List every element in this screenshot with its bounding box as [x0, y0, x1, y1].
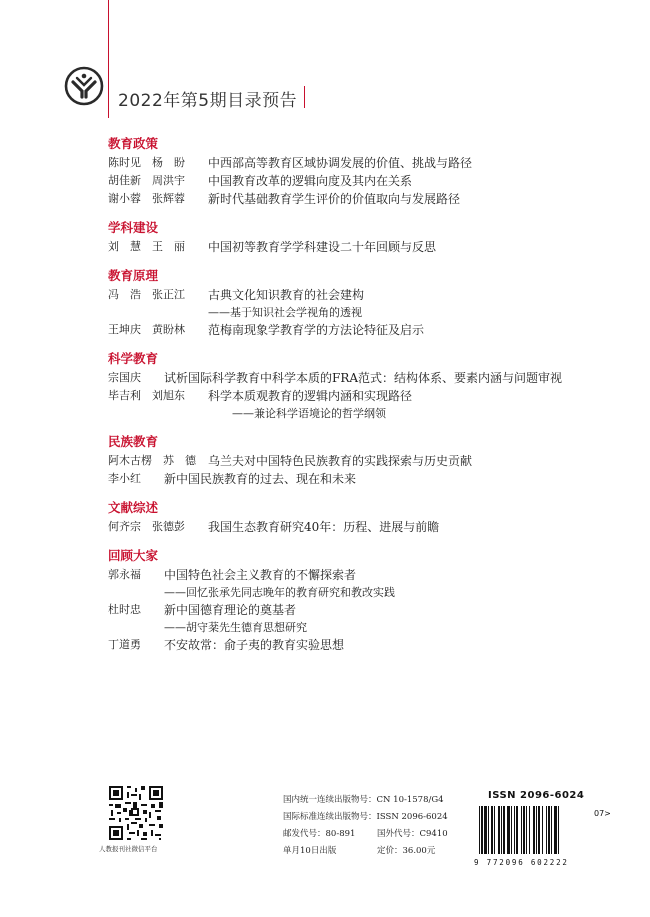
toc-entry [108, 636, 628, 654]
entry-authors: 李小红 [108, 472, 141, 485]
entry-authors: 刘 慧 王 丽 [108, 240, 185, 253]
toc-entry [108, 286, 628, 304]
entry-title: 中国教育改革的逻辑向度及其内在关系 [208, 174, 413, 188]
issn-value: ISSN 2096-6024 [376, 812, 448, 822]
entry-subtitle: ——基于知识社会学视角的透视 [208, 306, 362, 319]
section-title: 文献综述 [108, 500, 159, 515]
wechat-qr-code-icon [107, 784, 165, 842]
entry-title: 古典文化知识教育的社会建构 [208, 288, 365, 302]
section-masters-review [108, 546, 628, 654]
section-ethnic-education [108, 432, 628, 488]
barcode-issn-label: ISSN 2096-6024 [488, 790, 585, 801]
entry-authors: 杜时忠 [108, 603, 141, 616]
entry-authors: 阿木古楞 苏 德 [108, 454, 196, 467]
entry-authors: 毕吉利 刘旭东 [108, 389, 185, 402]
date-price-row [283, 843, 448, 860]
entry-title: 新中国民族教育的过去、现在和未来 [164, 472, 357, 486]
toc-entry [108, 566, 628, 584]
entry-authors: 冯 浩 张正江 [108, 288, 185, 301]
barcode-icon [478, 806, 592, 854]
entry-title: 范梅南现象学教育学的方法论特征及启示 [208, 323, 425, 337]
entry-title: 新中国德育理论的奠基者 [164, 603, 297, 617]
table-of-contents [108, 134, 628, 664]
top-red-line [108, 0, 109, 118]
entry-authors: 郭永福 [108, 568, 141, 581]
toc-entry [108, 518, 628, 536]
section-title: 学科建设 [108, 220, 159, 235]
entry-title: 新时代基础教育学生评价的价值取向与发展路径 [208, 192, 461, 206]
publisher-logo-icon [64, 66, 104, 106]
entry-authors: 何齐宗 张德彭 [108, 520, 185, 533]
toc-entry [108, 601, 628, 619]
entry-title: 不安故常：俞子夷的教育实验思想 [164, 638, 345, 652]
toc-entry [108, 470, 628, 488]
entry-subtitle: ——胡守棻先生德育思想研究 [164, 621, 307, 634]
entry-authors: 谢小蓉 张辉蓉 [108, 192, 185, 205]
entry-title: 中西部高等教育区域协调发展的价值、挑战与路径 [208, 156, 473, 170]
section-title: 教育原理 [108, 268, 159, 283]
post-code: 邮发代号：80-891 [283, 829, 356, 839]
entry-authors: 陈时见 杨 盼 [108, 156, 185, 169]
entry-subtitle: ——兼论科学语境论的哲学纲领 [232, 407, 386, 420]
toc-entry [108, 321, 628, 339]
cn-label: 国内统一连续出版物号： [283, 795, 377, 805]
foreign-code: 国外代号：C9410 [377, 829, 448, 839]
entry-authors: 丁道勇 [108, 638, 141, 651]
cn-value: CN 10-1578/G4 [376, 795, 444, 805]
codes-row [283, 826, 448, 843]
barcode-number: 9 772096 602222 [474, 858, 569, 867]
entry-title: 试析国际科学教育中科学本质的FRA范式：结构体系、要素内涵与问题审视 [164, 371, 563, 385]
entry-title: 中国初等教育学学科建设二十年回顾与反思 [208, 240, 437, 254]
toc-entry [108, 172, 628, 190]
qr-caption: 人教报刊社微信平台 [99, 845, 158, 853]
publication-info [283, 792, 448, 860]
cn-row [283, 792, 448, 809]
section-discipline-building [108, 218, 628, 256]
entry-authors: 胡佳新 周洪宇 [108, 174, 185, 187]
toc-entry [108, 190, 628, 208]
entry-subtitle: ——回忆张承先同志晚年的教育研究和教改实践 [164, 586, 395, 599]
toc-entry [108, 154, 628, 172]
toc-entry [108, 238, 628, 256]
entry-title: 中国特色社会主义教育的不懈探索者 [164, 568, 357, 582]
title-divider [304, 86, 305, 108]
toc-entry [108, 369, 628, 387]
publish-date: 单月10日出版 [283, 846, 337, 856]
issn-label: 国际标准连续出版物号： [283, 812, 377, 822]
price: 定价：36.00元 [377, 846, 436, 856]
section-title: 科学教育 [108, 351, 159, 366]
toc-entry [108, 452, 628, 470]
entry-title: 我国生态教育研究40年：历程、进展与前瞻 [208, 520, 440, 534]
section-education-policy [108, 134, 628, 208]
section-title: 教育政策 [108, 136, 159, 151]
entry-title: 乌兰夫对中国特色民族教育的实践探索与历史贡献 [208, 454, 473, 468]
issue-code: 07> [594, 809, 611, 818]
section-science-education [108, 349, 628, 422]
toc-entry [108, 387, 628, 405]
page-title: 2022年第5期目录预告 [118, 91, 298, 111]
section-title: 回顾大家 [108, 548, 159, 563]
section-education-principles [108, 266, 628, 339]
entry-title: 科学本质观教育的逻辑内涵和实现路径 [208, 389, 413, 403]
entry-authors: 宗国庆 [108, 371, 141, 384]
section-title: 民族教育 [108, 434, 159, 449]
entry-authors: 王坤庆 黄盼林 [108, 323, 185, 336]
section-literature-review [108, 498, 628, 536]
issn-row [283, 809, 448, 826]
